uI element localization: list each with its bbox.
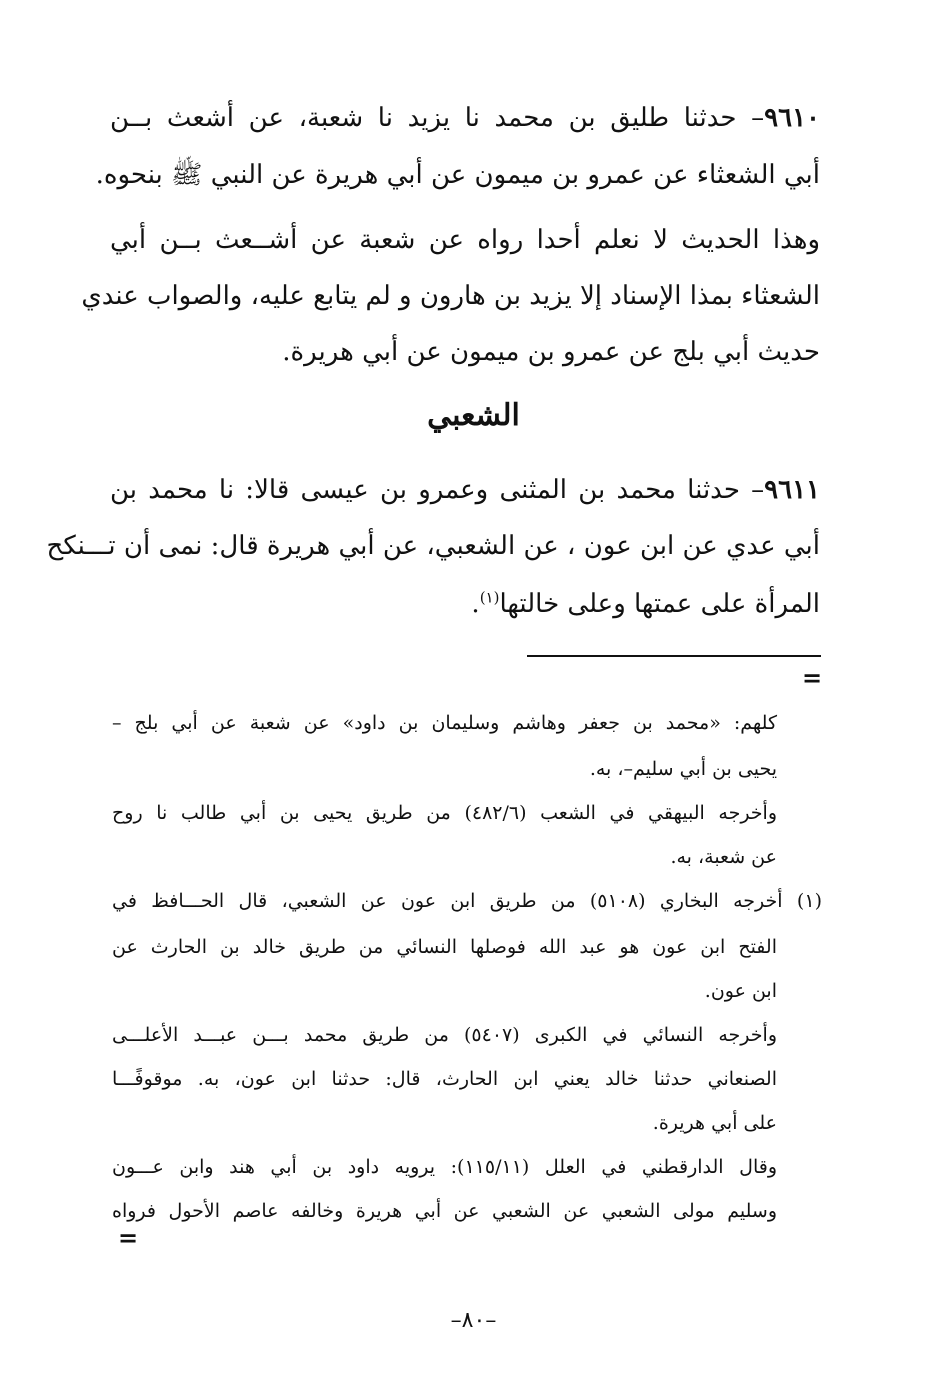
footnote-line: الفتح ابن عون هو عبد الله فوصلها النسائي من طريق خالد بن الحارث عن — [112, 936, 777, 958]
footnote-line: وأخرجه البيهقي في الشعب (٤٨٢/٦) من طريق يحيى بن أبي طالب نا روح — [112, 802, 778, 824]
hadith-number: ٩٦١١ — [764, 475, 820, 505]
hadith-9611-line-1 — [110, 470, 820, 510]
footnote-1-line-1: (١) أخرجه البخاري (٥١٠٨) من طريق ابن عون عن الشعبي، قال الحـــافظ في — [112, 890, 822, 912]
hadith-text: – حدثنا طليق بن محمد نا يزيد نا شعبة، عن أشعث بــن — [110, 103, 765, 133]
footnote-line: ابن عون. — [704, 980, 777, 1002]
commentary-line-1: وهذا الحديث لا نعلم أحدا رواه عن شعبة عن أشــعث بــن أبي — [110, 225, 820, 255]
hadith-text: – حدثنا محمد بن المثنى وعمرو بن عيسى قالا: نا محمد بن — [110, 475, 765, 505]
footnote-line: كلهم: «محمد بن جعفر وهاشم وسليمان بن داود» عن شعبة عن أبي بلج – — [112, 712, 777, 734]
footnote-reference[interactable]: (١) — [479, 588, 500, 607]
continuation-mark-bottom: = — [118, 1223, 139, 1252]
commentary-line-3: حديث أبي بلج عن عمرو بن ميمون عن أبي هريرة. — [282, 337, 820, 367]
section-heading: الشعبي — [427, 398, 520, 433]
footnote-separator — [527, 655, 821, 657]
footnote-line: وقال الدارقطني في العلل (١١٥/١١): يرويه داود بن أبي هند وابن عـــون — [112, 1156, 777, 1178]
footnote-line: عن شعبة، به. — [670, 846, 777, 868]
hadith-number: ٩٦١٠ — [764, 103, 820, 133]
hadith-9611-line-2: أبي عدي عن ابن عون ، عن الشعبي، عن أبي هريرة قال: نمى أن تـــنكح — [46, 531, 820, 561]
hadith-9610-line-2: أبي الشعثاء عن عمرو بن ميمون عن أبي هريرة عن النبي ﷺ بنحوه. — [95, 160, 820, 190]
footnote-line: وسليم مولى الشعبي عن الشعبي عن أبي هريرة وخالفه عاصم الأحول فرواه — [112, 1200, 777, 1222]
footnote-line: وأخرجه النسائي في الكبرى (٥٤٠٧) من طريق محمد بـــن عبـــد الأعلـــى — [112, 1024, 777, 1046]
footnote-number: (١) — [796, 890, 822, 912]
hadith-9610-line-1 — [110, 98, 820, 138]
hadith-9611-line-3: المرأة على عمتها وعلى خالتها$^{(١)}$. — [471, 588, 820, 619]
commentary-line-2: الشعثاء بمذا الإسناد إلا يزيد بن هارون و لم يتابع عليه، والصواب عندي — [81, 281, 820, 311]
footnote-line: الصنعاني حدثنا خالد يعني ابن الحارث، قال: حدثنا ابن عون، به. موقوفًـــا — [112, 1068, 777, 1090]
page-number: –٨٠– — [450, 1308, 497, 1333]
continuation-mark-top: = — [802, 663, 823, 692]
footnote-line: يحيى بن أبي سليم–، به. — [589, 758, 777, 780]
footnote-line: على أبي هريرة. — [652, 1112, 777, 1134]
